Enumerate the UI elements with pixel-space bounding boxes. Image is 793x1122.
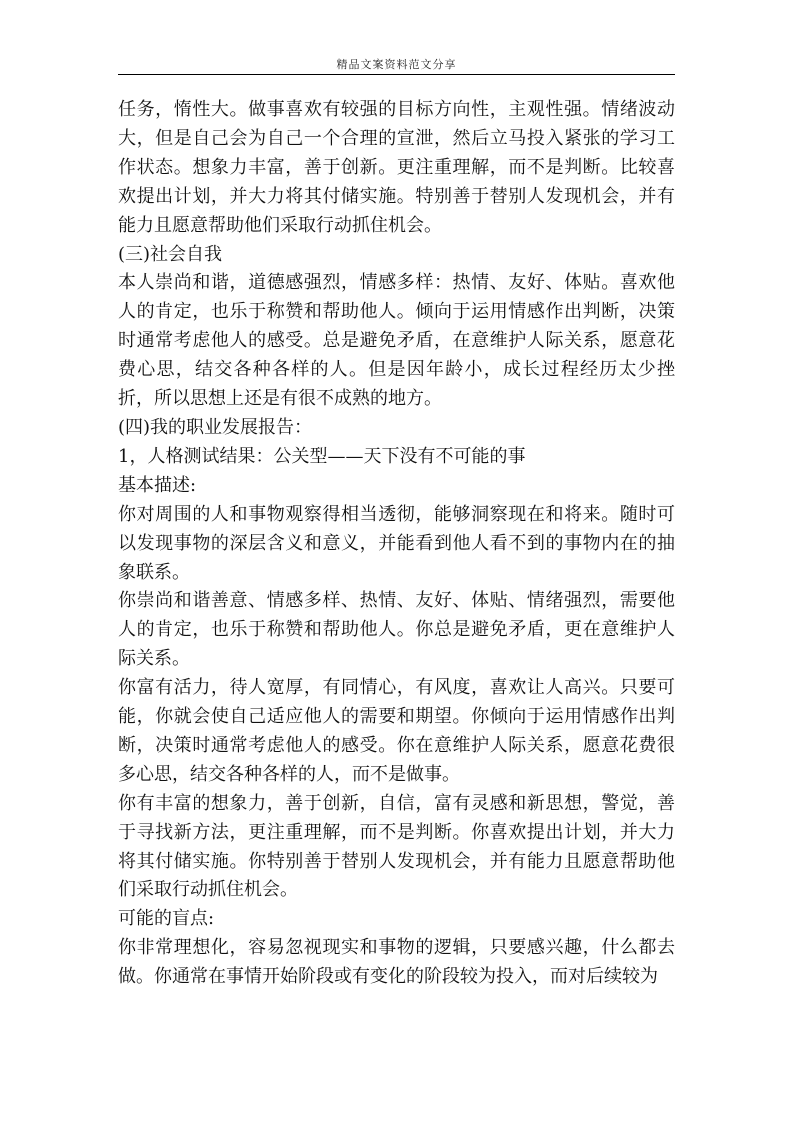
paragraph-social-self: 本人崇尚和谐，道德感强烈，情感多样：热情、友好、体贴。喜欢他人的肯定，也乐于称赞和帮助他人。倾向于运用情感作出判断，决策时通常考虑他人的感受。总是避免矛盾，在意维护人际关系，愿意花费心思，结交各种各样的人。但是因年龄小，成长过程经历太少挫折，所以思想上还是有很不成熟的地方。 bbox=[118, 272, 675, 410]
section-heading-career-report: (四)我的职业发展报告： bbox=[118, 416, 313, 438]
paragraph-harmony: 你崇尚和谐善意、情感多样、热情、友好、体贴、情绪强烈，需要他人的肯定，也乐于称赞和帮助他人。你总是避免矛盾，更在意维护人际关系。 bbox=[118, 590, 675, 670]
subheading-blind-spots: 可能的盲点: bbox=[118, 908, 215, 930]
paragraph-work-self: 任务，惰性大。做事喜欢有较强的目标方向性，主观性强。情绪波动大，但是自己会为自己一个合理的宣泄，然后立马投入紧张的学习工作状态。想象力丰富，善于创新。更注重理解，而不是判断。比较喜欢提出计划，并大力将其付储实施。特别善于替别人发现机会，并有能力且愿意帮助他们采取行动抓住机会。 bbox=[118, 99, 675, 236]
subheading-basic-description: 基本描述: bbox=[118, 474, 197, 496]
paragraph-observation: 你对周围的人和事物观察得相当透彻，能够洞察现在和将来。随时可以发现事物的深层含义和意义，并能看到他人看不到的事物内在的抽象联系。 bbox=[118, 503, 675, 583]
paragraph-imagination: 你有丰富的想象力，善于创新，自信，富有灵感和新思想，警觉，善于寻找新方法，更注重理解，而不是判断。你喜欢提出计划，并大力将其付储实施。你特别善于替别人发现机会，并有能力且愿意帮助他们采取行动抓住机会。 bbox=[118, 792, 675, 901]
paragraph-blind-spots: 你非常理想化，容易忽视现实和事物的逻辑，只要感兴趣，什么都去做。你通常在事情开始阶段或有变化的阶段较为投入，而对后续较为 bbox=[118, 937, 675, 988]
personality-result-line: 1，人格测试结果：公关型——天下没有不可能的事 bbox=[118, 445, 526, 467]
section-heading-social-self: (三)社会自我 bbox=[118, 243, 223, 265]
paragraph-vitality: 你富有活力，待人宽厚，有同情心，有风度，喜欢让人高兴。只要可能，你就会使自己适应他人的需要和期望。你倾向于运用情感作出判断，决策时通常考虑他人的感受。你在意维护人际关系，愿意花费很多心思，结交各种各样的人，而不是做事。 bbox=[118, 677, 675, 785]
page-header: 精品文案资料范文分享 bbox=[336, 58, 457, 71]
document-body bbox=[118, 96, 675, 992]
header-divider bbox=[118, 74, 675, 75]
